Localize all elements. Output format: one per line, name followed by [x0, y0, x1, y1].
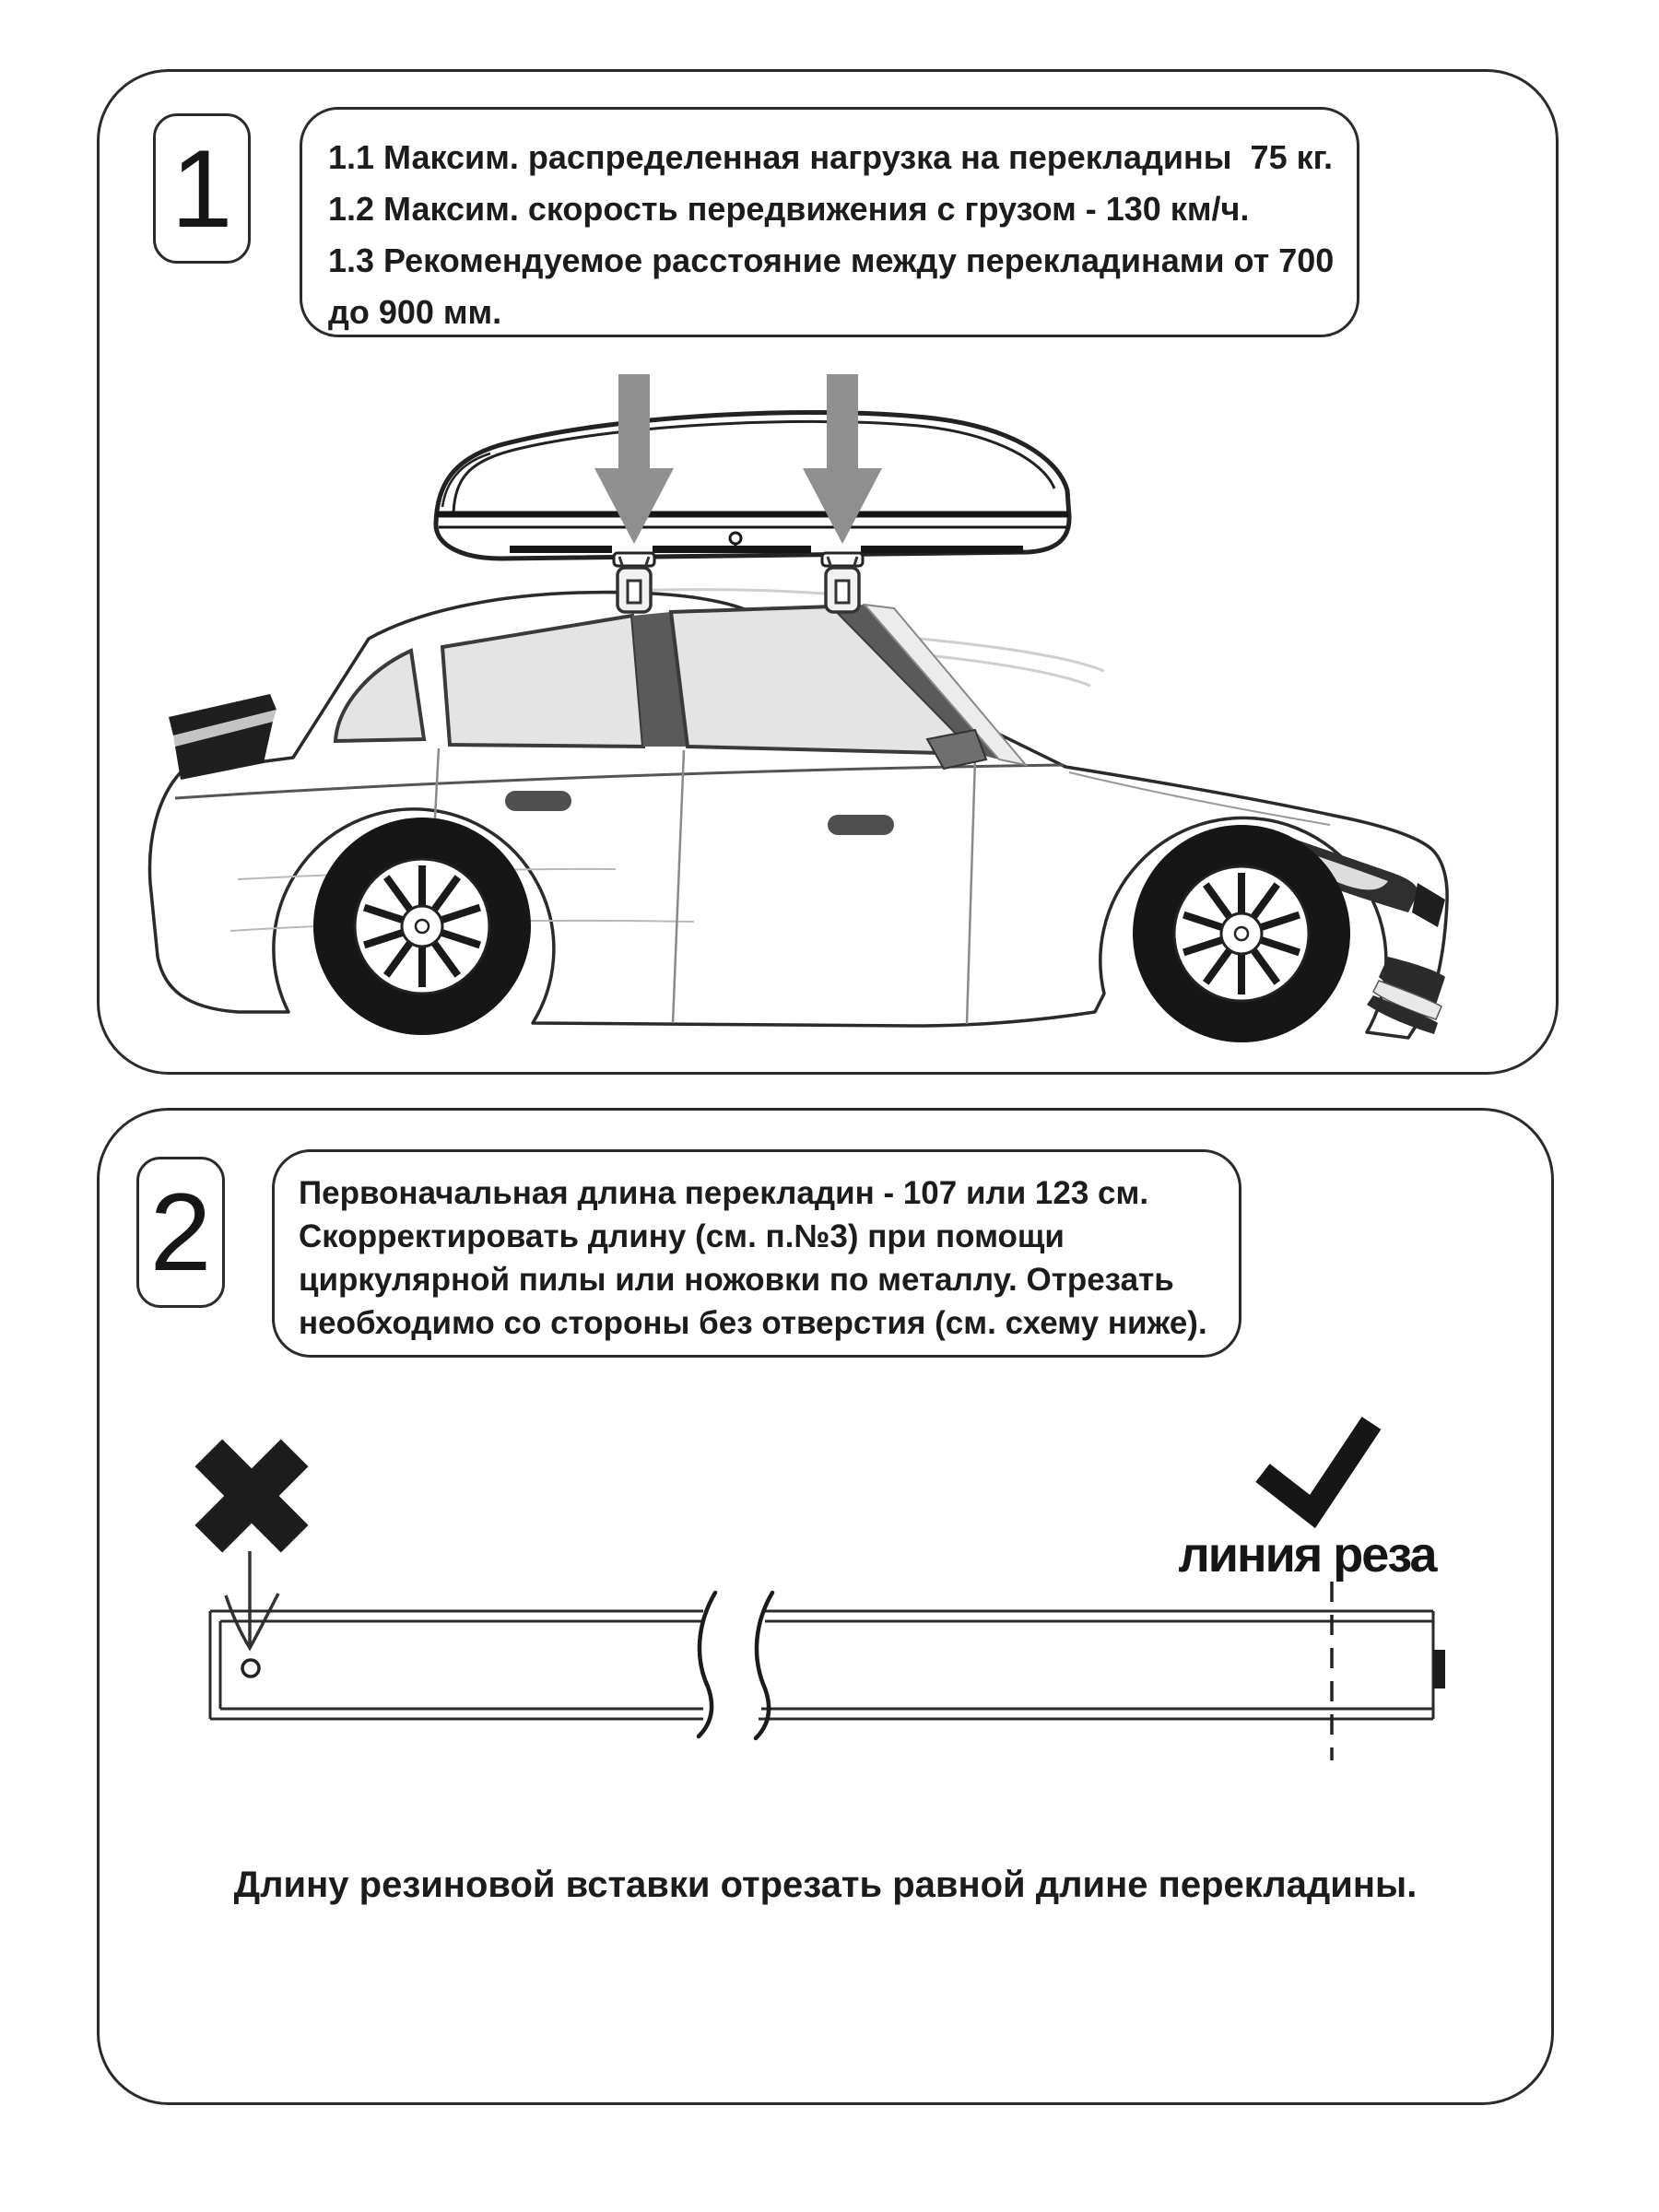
step-number: 2 [149, 1171, 212, 1294]
box-lock [730, 533, 741, 544]
step-1-panel [97, 69, 1559, 1075]
instruction-line: необходимо со стороны без отверстия (см. схему ниже). [299, 1305, 1207, 1341]
step-number-box [136, 1157, 225, 1308]
rear-wheel [313, 818, 531, 1035]
hole-pointer-arrow [226, 1551, 278, 1648]
cross-mark-icon [194, 1439, 308, 1552]
step-number: 1 [171, 126, 233, 251]
step-2-instructions-box [272, 1149, 1241, 1358]
roof-box [436, 412, 1069, 566]
break-symbol [699, 1593, 772, 1738]
crossbar [210, 1611, 1433, 1719]
instruction-line: циркулярной пилы или ножовки по металлу. Отрезать [299, 1262, 1174, 1298]
instruction-line: 1.3 Рекомендуемое расстояние между перекладинами от 700 [328, 241, 1335, 279]
step-1-instructions-box [300, 107, 1359, 337]
crossbar-cut-diagram [100, 1382, 1551, 1825]
door-handle [505, 791, 571, 811]
crossbar-end-tab [1433, 1650, 1445, 1688]
footer-note: Длину резиновой вставки отрезать равной длине перекладины. [233, 1865, 1418, 1905]
instruction-line: до 900 мм. [328, 293, 502, 331]
instruction-line: Первоначальная длина перекладин - 107 или 123 см. [299, 1175, 1149, 1211]
step-2-panel [97, 1108, 1554, 2105]
door-handle [828, 815, 894, 835]
instruction-line: 1.2 Максим. скорость передвижения с грузом - 130 км/ч. [328, 190, 1250, 228]
car-illustration [100, 367, 1556, 1072]
step-number-box [153, 113, 251, 264]
crossbar-hole [242, 1660, 259, 1677]
check-mark-icon [1263, 1423, 1371, 1512]
front-wheel [1133, 825, 1350, 1042]
instruction-line: 1.1 Максим. распределенная нагрузка на перекладины 75 кг. [328, 138, 1334, 176]
instruction-line: Скорректировать длину (см. п.№3) при помощи [299, 1218, 1065, 1254]
cut-line-label: линия реза [1178, 1527, 1436, 1583]
